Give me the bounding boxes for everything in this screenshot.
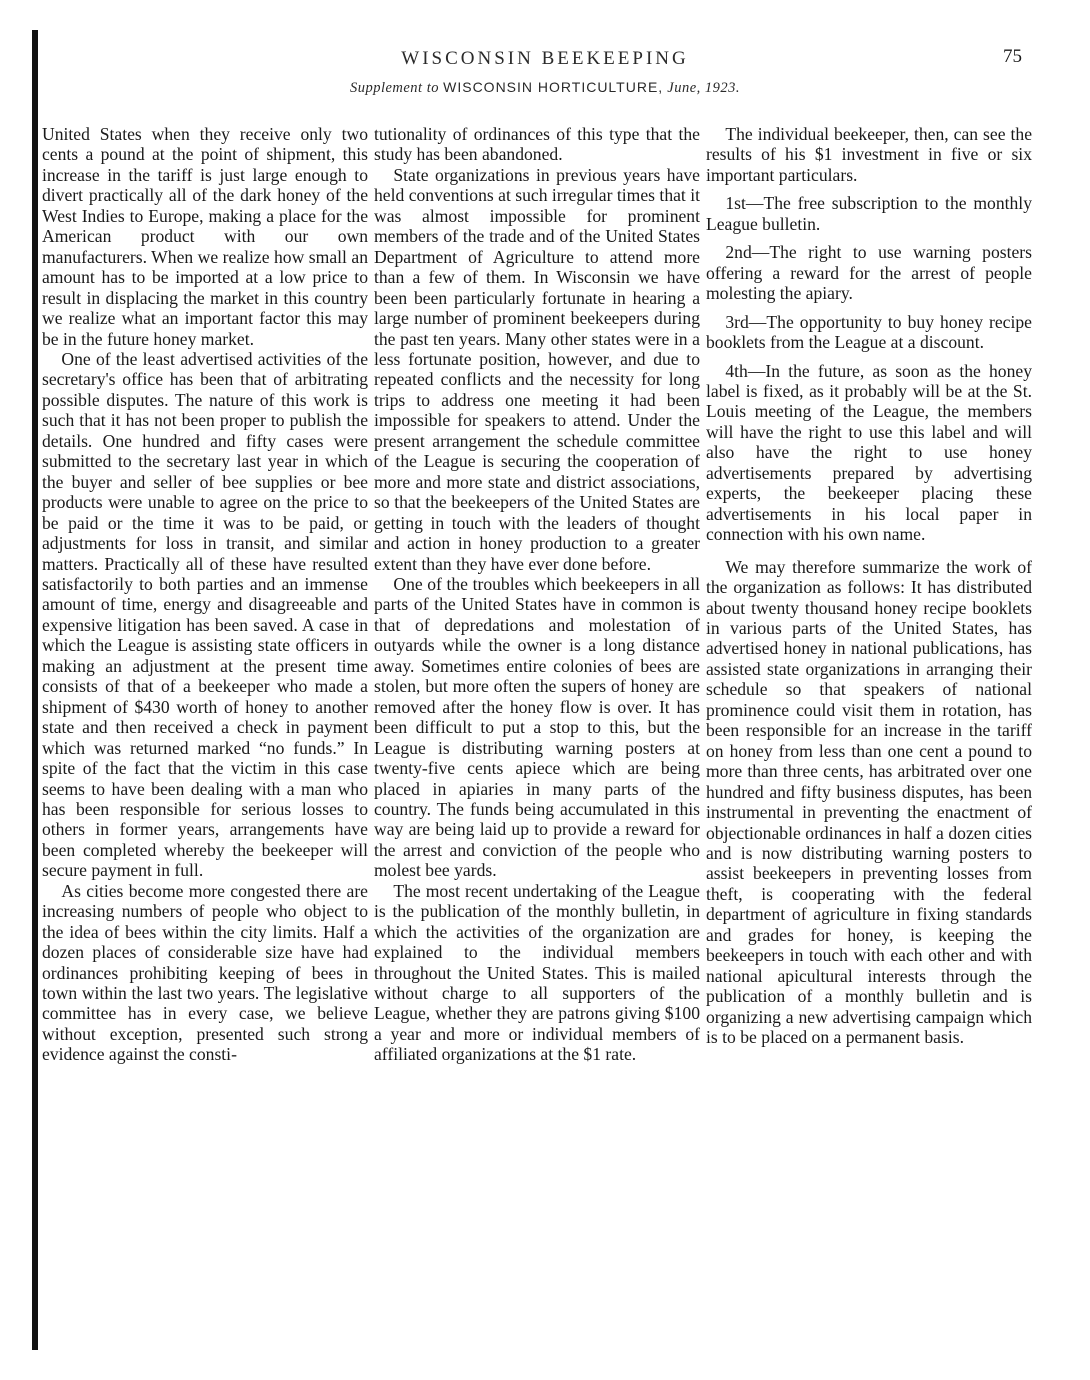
subtitle-date: June, 1923. [667, 80, 741, 96]
paragraph: We may therefore summarize the work of the organization as follows: It has distributed about twenty thousand honey recipe booklets in various parts of the United States, has advertised honey in national publications, has assisted state organizations in arranging their schedule so that speakers of national prominence could visit them in rotation, has been responsible for an increase in the tariff on honey from less than one cent a pound to more than three cents, has arbitrated over one hundred and fifty business disputes, has been instrumental in preventing the enactment of objectionable ordinances in half a dozen cities and is now distributing warning posters to assist beekeepers in preventing losses from theft, is cooperating with the federal department of agriculture in fixing standards and grades for honey, is keeping the beekeepers in touch with each other and with national apicultural interests through the publication of a monthly bulletin and is organizing a new advertising campaign which is to be placed on a permanent basis. [706, 556, 1032, 1048]
running-head-subtitle [0, 79, 1090, 97]
text-column-2 [374, 124, 700, 1065]
subtitle-prefix: Supplement to [349, 80, 439, 96]
list-item: 1st—The free subscription to the monthly League bulletin. [706, 193, 1032, 234]
list-item: 4th—In the future, as soon as the honey label is fixed, as it probably will be at the St. Louis meeting of the League, the members will have the right to use this label and will also have the right to use honey advertisements prepared by advertising experts, the beekeeper placing these advertisements in his local paper in connection with his own name. [706, 360, 1032, 545]
list-item: 3rd—The opportunity to buy honey recipe booklets from the League at a discount. [706, 311, 1032, 353]
text-column-1 [42, 124, 368, 1065]
paragraph: The individual beekeeper, then, can see the results of his $1 investment in five or six important particulars. [706, 124, 1032, 185]
page-number: 75 [1003, 46, 1022, 67]
paragraph: As cities become more congested there are increasing numbers of people who object to the idea of bees within the city limits. Half a dozen places of considerable size have had ordinances prohibiting keeping of bees in town within the last two years. The legislative committee has in every case, we believe without exception, presented such strong evidence against the consti- [42, 880, 368, 1065]
paragraph: The most recent undertaking of the League is the publication of the monthly bulletin, in which the activities of the organization are explained to the individual members throughout the United States. This is mailed without charge to all supporters of the League, whether they are patrons giving $100 a year and more or individual members of affiliated organizations at the $1 rate. [374, 880, 700, 1065]
text-column-3 [706, 124, 1032, 1047]
list-item: 2nd—The right to use warning posters offering a reward for the arrest of people molesting the apiary. [706, 242, 1032, 304]
paragraph: One of the least advertised activities of the secretary's office has been that of arbitrating possible disputes. The nature of this work is such that it has not been proper to publish the details. One hundred and fifty cases were submitted to the secretary last year in which the buyer and seller of bee supplies or bee products were unable to agree on the price to be paid or the time it was to be paid, or adjustments for loss in transit, and similar matters. Practically all of these have resulted satisfactorily to both parties and an immense amount of time, energy and disagreeable and expensive litigation has been saved. A case in which the League is assisting state officers in making an adjustment at the present time consists of that of a beekeeper who made a shipment of $430 worth of honey to another state and then received a check in payment which was returned marked “no funds.” In spite of the fact that the victim in this case seems to have been dealing with a man who has been responsible for serious losses to others in former years, arrangements have been completed whereby the beekeeper will secure payment in full. [42, 348, 368, 881]
subtitle-publication: WISCONSIN HORTICULTURE, [443, 79, 664, 95]
binding-edge-rule [32, 30, 38, 1350]
paragraph: United States when they receive only two cents a pound at the point of shipment, this increase in the tariff is just large enough to divert practically all of the dark honey of the West Indies to Europe, making a place for the American product with our own manufacturers. When we realize how small an amount has to be imported at a low price to result in displacing the market in this country we realize what an important factor this may be in the future honey market. [42, 124, 368, 349]
paragraph: tutionality of ordinances of this type that the study has been abandoned. [374, 124, 700, 165]
paragraph: State organizations in previous years have held conventions at such irregular times that it was almost impossible for prominent members of the trade and of the United States Department of Agriculture to attend more than a few of them. In Wisconsin we have been been particularly fortunate in hearing a large number of prominent beekeepers during the past ten years. Many other states were in a less fortunate position, however, and due to repeated conflicts and the necessity for long trips to address one meeting it had been impossible for speakers to attend. Under the present arrangement the schedule committee of the League is securing the cooperation of more and more state and district associations, so that the beekeepers of the United States are getting in touch with the leaders of thought and action in honey production to a greater extent than they have ever done before. [374, 164, 700, 574]
running-head-title: WISCONSIN BEEKEEPING [401, 48, 689, 69]
paragraph: One of the troubles which beekeepers in all parts of the United States have in common is that of depredations and molestation of outyards while the owner is a long distance away. Sometimes entire colonies of bees are stolen, but more often the supers of honey are removed after the honey flow is over. It has been difficult to put a stop to this, but the League is distributing warning posters at twenty-five cents apiece which are being placed in apiaries in many parts of the country. The funds being accumulated in this way are being laid up to provide a reward for the arrest and conviction of the people who molest bee yards. [374, 573, 700, 881]
